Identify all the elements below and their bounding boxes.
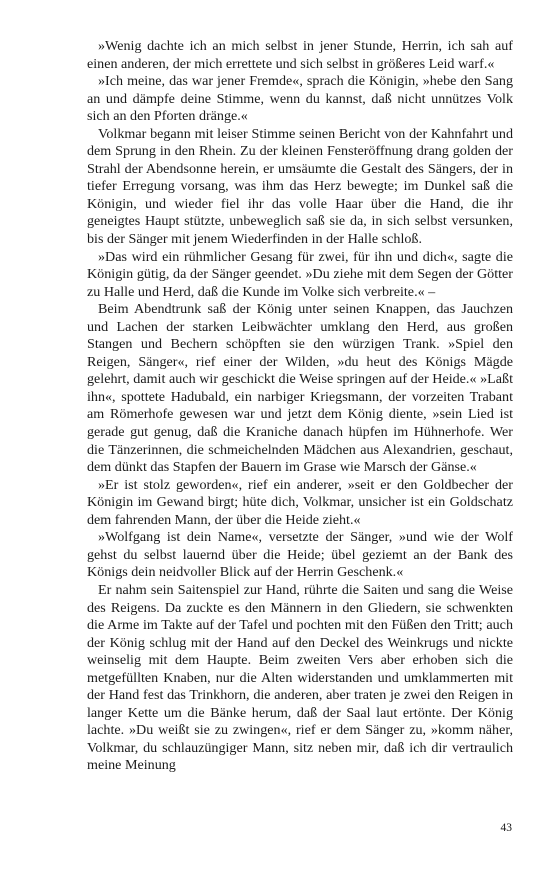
paragraph-2: »Ich meine, das war jener Fremde«, sprach die Königin, »hebe den Sang an und dämpfe deine Stimme, wenn du kannst, daß nicht unnützes Volk sich an den Pforten dränge.« bbox=[87, 73, 513, 125]
paragraph-1: »Wenig dachte ich an mich selbst in jener Stunde, Herrin, ich sah auf einen anderen, der mich errettete und sich selbst in größeres Leid warf.« bbox=[87, 38, 513, 72]
page-number: 43 bbox=[500, 822, 512, 834]
paragraph-3: Volkmar begann mit leiser Stimme seinen Bericht von der Kahnfahrt und dem Sprung in den Rhein. Zu der kleinen Fensteröffnung drang golden der Strahl der Abendsonne herein, er umsäumte die Gestalt des Sängers, der in tiefer Erregung vorsang, was ihm das Herz bewegte; im Dunkel saß die Königin, und wieder fiel ihr das volle Haar über die Hand, die ihr geneigtes Haupt stützte, unbeweglich saß sie da, in sich selbst versunken, bis der Sänger mit jenem Wiederfinden in der Halle schloß. bbox=[87, 125, 513, 248]
paragraph-4: »Das wird ein rühmlicher Gesang für zwei, für ihn und dich«, sagte die Königin gütig, da der Sänger geendet. »Du ziehe mit dem Segen der Götter zu Halle und Herd, daß die Kunde im Volke sich verbreite.« – bbox=[87, 248, 513, 300]
body-text bbox=[87, 38, 513, 775]
paragraph-8: Er nahm sein Saitenspiel zur Hand, rührte die Saiten und sang die Weise des Reigens. Da zuckte es den Männern in den Gliedern, sie schwenkten die Arme im Takte auf der Tafel und pochten mit den Füßen den Tritt; auch der König schlug mit der Hand auf den Deckel des Weinkrugs und nickte weinselig mit dem Haupte. Beim zweiten Vers aber erhoben sich die metgefüllten Knaben, nur die Alten widerstanden und umklammerten mit der Hand fest das Trinkhorn, die anderen, aber traten je zwei den Reigen in langer Kette um die Bänke herum, daß der Saal laut ertönte. Der König lachte. »Du weißt sie zu zwingen«, rief er dem Sänger zu, »komm näher, Volkmar, du schlauzüngiger Mann, sitz neben mir, daß ich dir vertraulich meine Meinung bbox=[87, 581, 513, 774]
paragraph-6: »Er ist stolz geworden«, rief ein anderer, »seit er den Goldbecher der Königin im Gewand birgt; hüte dich, Volkmar, unsicher ist ein Goldschatz dem fahrenden Mann, der über die Heide zieht.« bbox=[87, 476, 513, 528]
paragraph-7: »Wolfgang ist dein Name«, versetzte der Sänger, »und wie der Wolf gehst du selbst lauernd über die Heide; übel geziemt an der Bank des Königs dein neidvoller Blick auf der Herrin Geschenk.« bbox=[87, 529, 513, 581]
paragraph-5: Beim Abendtrunk saß der König unter seinen Knappen, das Jauchzen und Lachen der starken Leibwächter umklang den Herd, aus großen Stangen und Bechern schöpften sie den würzigen Trank. »Spiel den Reigen, Sänger«, rief einer der Wilden, »du heut des Königs Mägde gelehrt, damit auch wir geschickt die Weise springen auf der Heide.« »Laßt ihn«, spottete Hadubald, ein narbiger Kriegsmann, der vorzeiten Trabant am Römerhofe gewesen war und jetzt dem König diente, »sein Lied ist gerade gut genug, daß die Kraniche danach hüpfen im Hühnerhofe. Wer die Tänzerinnen, die schmeichelnden Mädchen aus Alexandrien, geschaut, dem dünkt das Stapfen der Bauern im Grase wie Marsch der Gänse.« bbox=[87, 301, 513, 476]
